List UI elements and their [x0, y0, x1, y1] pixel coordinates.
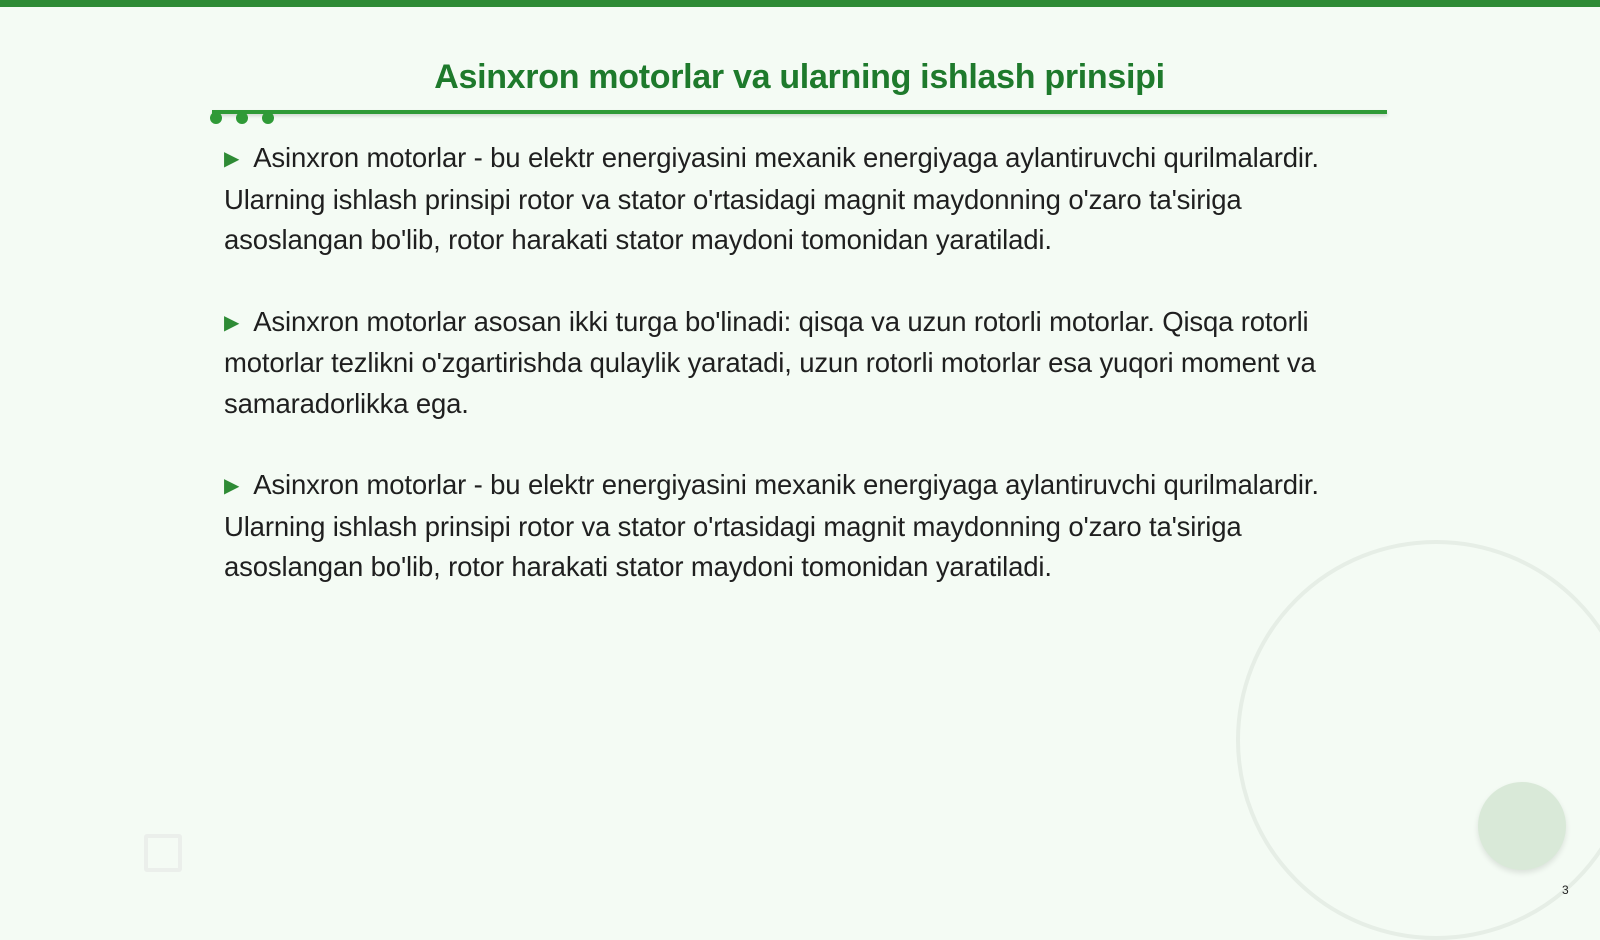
bullet-text: Asinxron motorlar - bu elektr energiyasini mexanik energiyaga aylantiruvchi qurilmalardir. Ularning ishlash prinsipi rotor va stator o'rtasidagi magnit maydonning o'zaro ta'siriga asoslangan bo'lib, rotor harakati stator maydoni tomonidan yaratiladi. — [224, 142, 1319, 255]
slide-title: Asinxron motorlar va ularning ishlash prinsipi — [434, 58, 1165, 96]
slide-body — [224, 138, 1384, 629]
triangle-right-icon: ▶ — [224, 148, 240, 170]
bullet-paragraph — [224, 465, 1384, 588]
bullet-text: Asinxron motorlar - bu elektr energiyasini mexanik energiyaga aylantiruvchi qurilmalardir. Ularning ishlash prinsipi rotor va stator o'rtasidagi magnit maydonning o'zaro ta'siriga asoslangan bo'lib, rotor harakati stator maydoni tomonidan yaratiladi. — [224, 469, 1319, 582]
bullet-text: Asinxron motorlar asosan ikki turga bo'linadi: qisqa va uzun rotorli motorlar. Qisqa rotorli motorlar tezlikni o'zgartirishda qulaylik yaratadi, uzun rotorli motorlar esa yuqori moment va samaradorlikka ega. — [224, 305, 1316, 419]
decorative-square — [144, 834, 182, 872]
bullet-paragraph — [224, 138, 1384, 261]
title-underline — [212, 110, 1387, 114]
triangle-right-icon: ▶ — [224, 311, 240, 334]
bullet-paragraph — [224, 302, 1384, 425]
page-number: 3 — [1562, 883, 1569, 897]
top-accent-bar — [0, 0, 1600, 7]
decorative-disc — [1478, 782, 1566, 870]
decorative-dot — [236, 112, 248, 124]
triangle-right-icon: ▶ — [224, 475, 240, 497]
decorative-dot — [262, 112, 274, 124]
decorative-dot — [210, 112, 222, 124]
